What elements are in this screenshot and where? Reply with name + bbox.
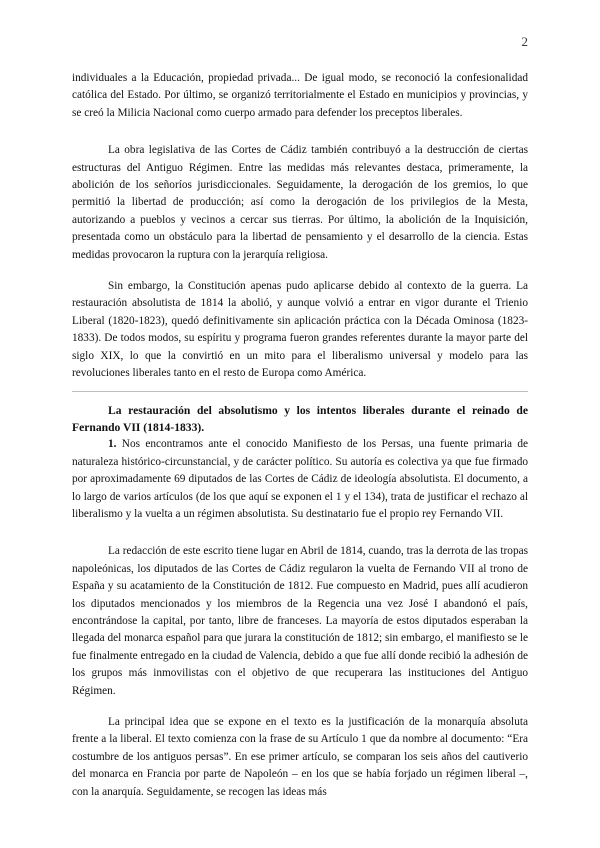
item-number: 1. bbox=[108, 438, 117, 451]
page-number: 2 bbox=[521, 34, 528, 49]
paragraph-manifiesto-intro bbox=[72, 436, 528, 523]
paragraph-constitution-rights: individuales a la Educación, propiedad privada... De igual modo, se reconoció la confesionalidad católica del Estado. Por último, se organizó territorialmente el Estado en municipios y provincias, y se creó la Milicia Nacional como cuerpo armado para defender los preceptos liberales. bbox=[72, 72, 528, 119]
paragraph-redaction-context: La redacción de este escrito tiene lugar en Abril de 1814, cuando, tras la derrota de las tropas napoleónicas, los diputados de las Cortes de Cádiz regularon la vuelta de Fernando VII al trono de España y su acatamiento de la Constitución de 1812. Fue compuesto en Madrid, pues allí acudieron los diputados mencionados y los miembros de la Regencia una vez José I abandonó el país, encontrándose la capital, por tanto, libre de franceses. La mayoría de estos diputados esperaban la llegada del monarca español para que jurara la constitución de 1812; sin embargo, el manifiesto se le fue finalmente entregado en la ciudad de Valencia, debido a que fue allí donde recibió la adhesión de los grupos más inmovilistas con el objetivo de que recuperara las instituciones del Antiguo Régimen. bbox=[72, 545, 529, 697]
document-body bbox=[72, 70, 528, 801]
paragraph-cadiz-legislation: La obra legislativa de las Cortes de Cádiz también contribuyó a la destrucción de ciertas estructuras del Antiguo Régimen. Entre las medidas más relevantes destaca, primeramente, la abolición de los señoríos jurisdiccionales. Seguidamente, la derogación de los gremios, lo que permitió la libertad de producción; así como la derogación de los privilegios de la Mesta, autorizando a pueblos y vecinos a cercar sus tierras. Por último, la abolición de la Inquisición, presentada como un obstáculo para la libertad de pensamiento y el desarrollo de la ciencia. Estas medidas provocaron la ruptura con la jerarquía religiosa. bbox=[72, 144, 528, 261]
paragraph-constitution-context: Sin embargo, la Constitución apenas pudo aplicarse debido al contexto de la guerra. La restauración absolutista de 1814 la abolió, y aunque volvió a entrar en vigor durante el Trienio Liberal (1820-1823), quedó definitivamente sin aplicación práctica con la Década Ominosa (1823-1833). De todos modos, su espíritu y programa fueron grandes referentes durante la mayor parte del siglo XIX, lo que la convirtió en un mito para el liberalismo universal y modelo para las revoluciones liberales tanto en el resto de Europa como América. bbox=[72, 280, 528, 380]
section-divider bbox=[72, 391, 528, 392]
paragraph-main-idea: La principal idea que se expone en el texto es la justificación de la monarquía absoluta frente a la liberal. El texto comienza con la frase de su Artículo 1 que da nombre al documento: “Era costumbre de los antiguos persas”. En ese primer artículo, se comparan los seis años del cautiverio del monarca en Francia por parte de Napoleón – en los que se había forjado un régimen liberal –, con la anarquía. Seguidamente, se recogen las ideas más bbox=[72, 716, 528, 798]
section-heading: La restauración del absolutismo y los intentos liberales durante el reinado de Fernando VII (1814-1833). bbox=[72, 403, 528, 434]
paragraph-manifiesto-text: Nos encontramos ante el conocido Manifiesto de los Persas, una fuente primaria de naturaleza histórico-circunstancial, y de carácter político. Su autoría es colectiva ya que fue firmado por aproximadamente 69 diputados de las Cortes de Cádiz de ideología absolutista. El documento, a lo largo de varios artículos (de los que aquí se exponen el 1 y el 134), trata de justificar el rechazo al liberalismo y la vuelta a un régimen absolutista. Su destinatario fue el propio rey Fernando VII. bbox=[72, 438, 528, 520]
